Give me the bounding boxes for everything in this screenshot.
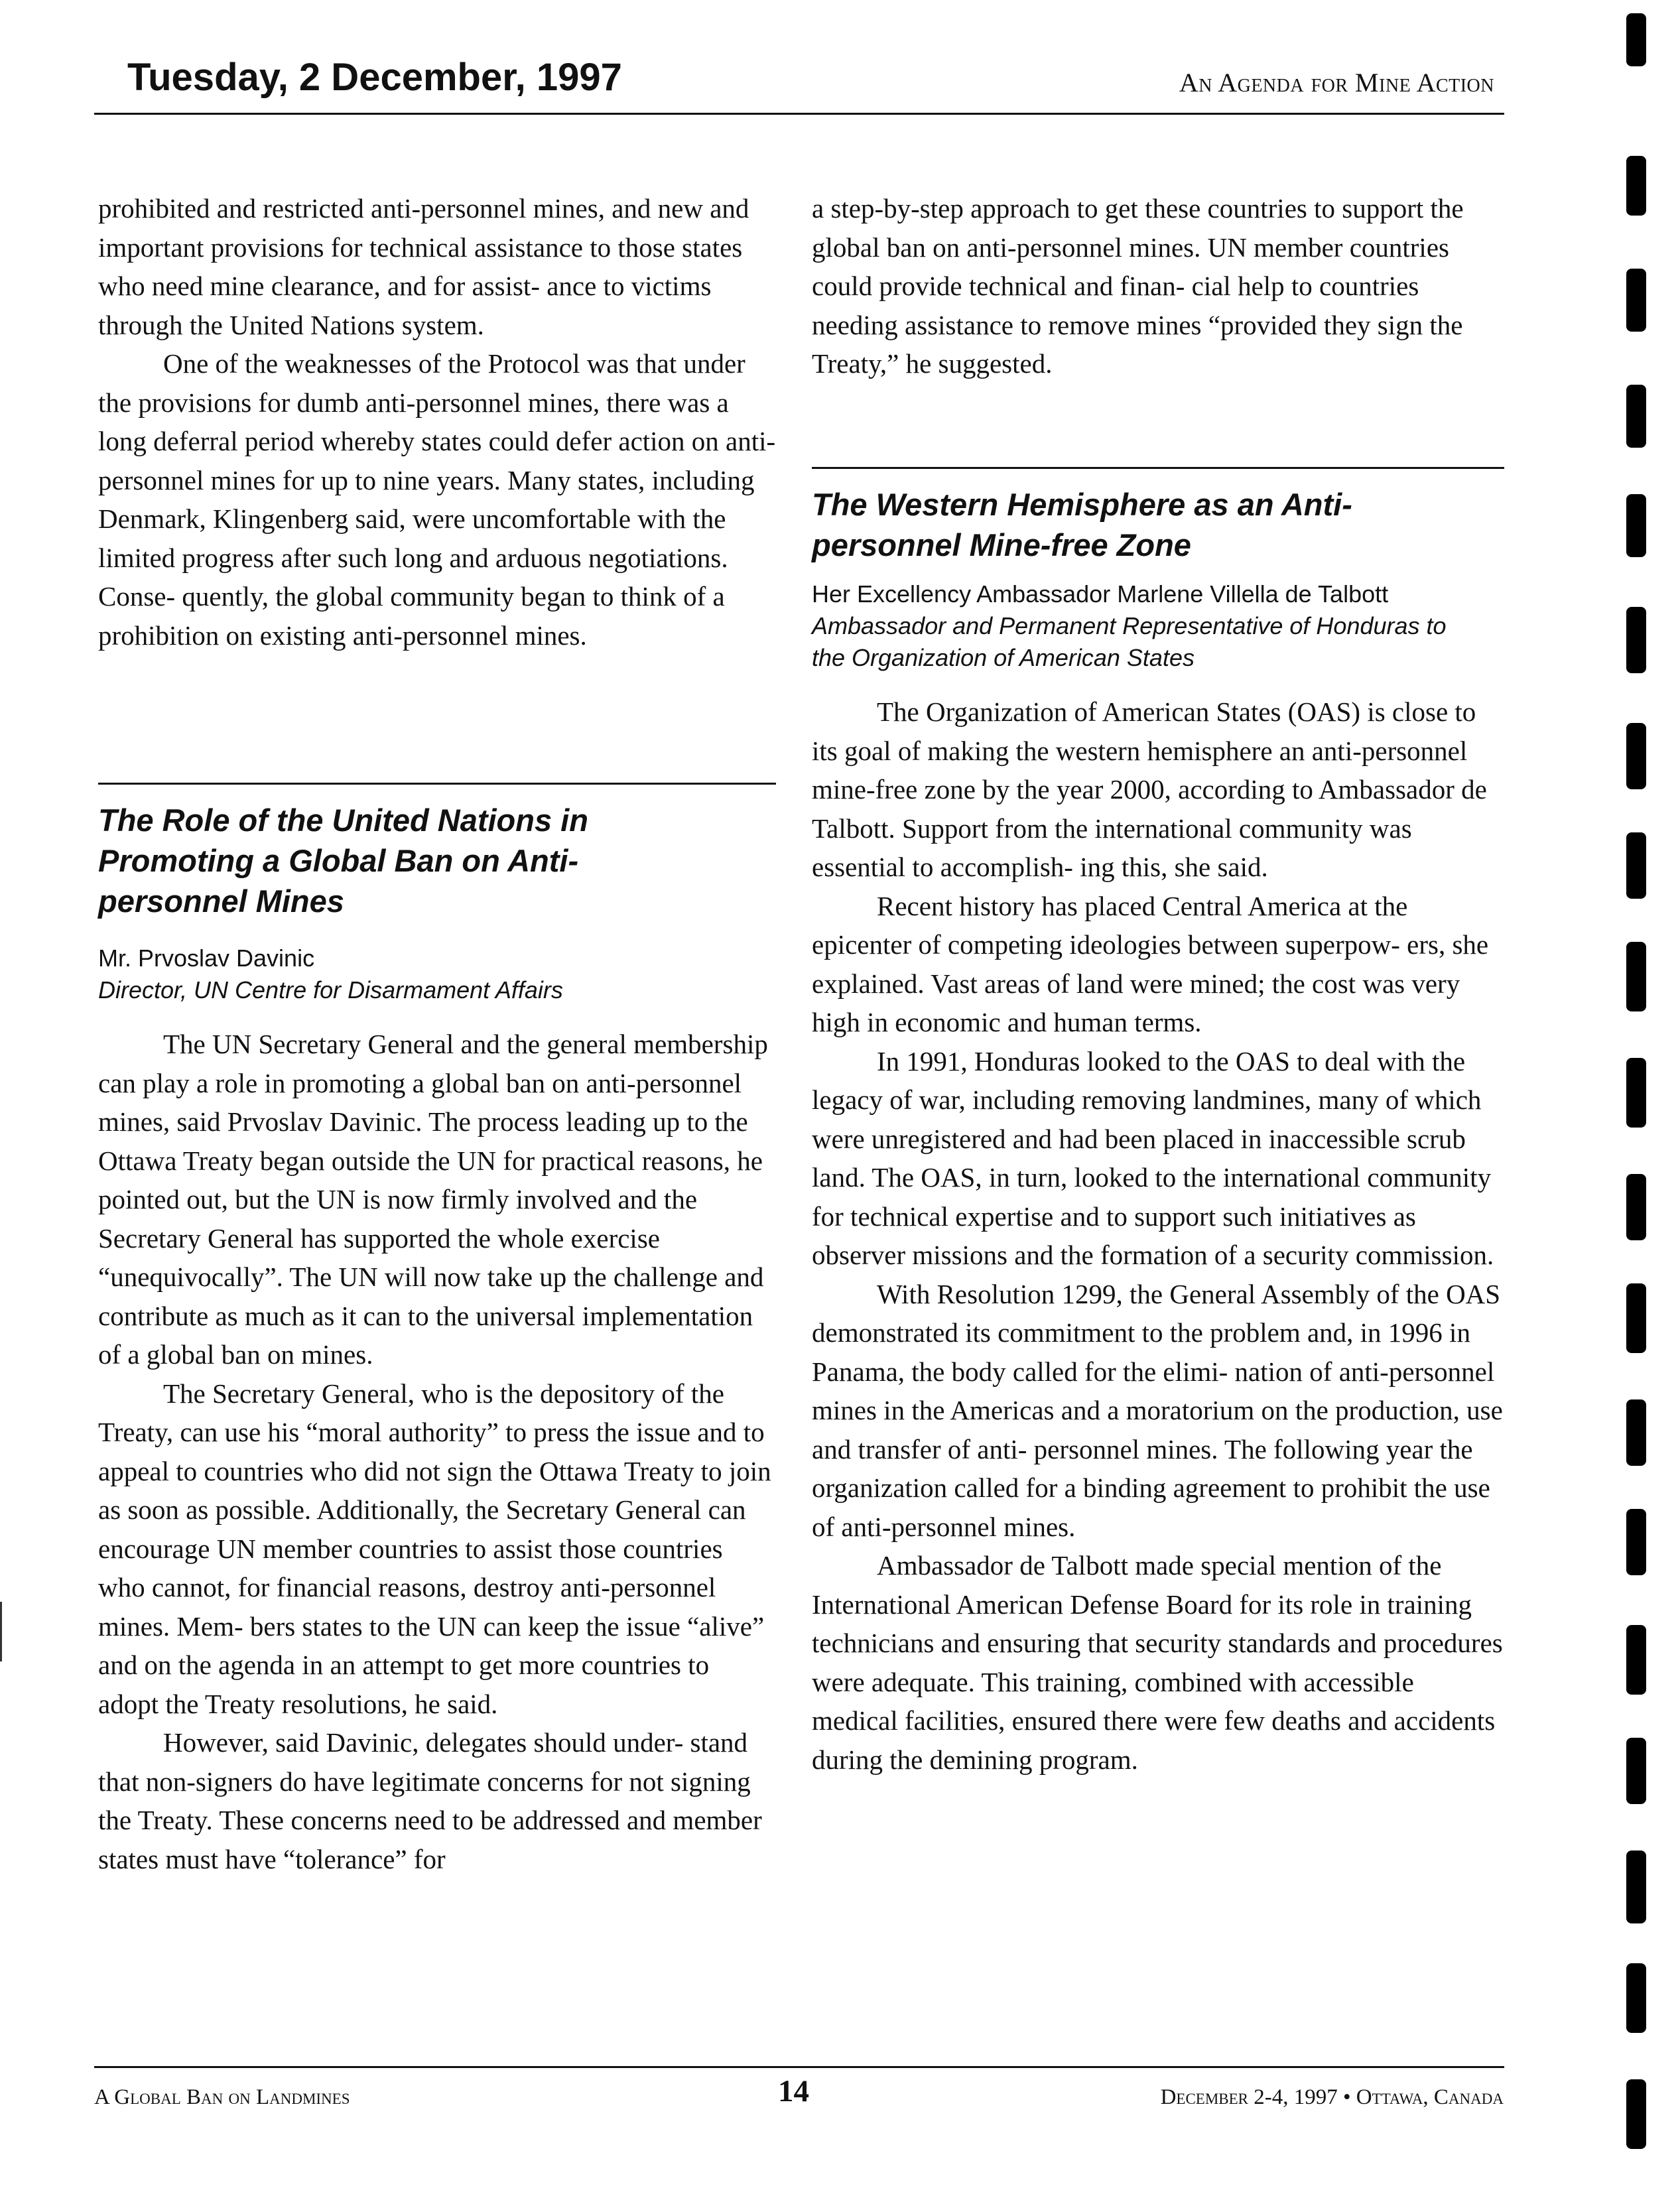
left-column xyxy=(98,189,776,655)
intro-paragraph: One of the weaknesses of the Protocol was that under the provisions for dumb anti-personnel mines, there was a long deferral period whereby states could defer action on anti-personnel mines for up to nine years. Many states, including Denmark, Klingenberg said, were uncomfortable with the limited progress after such long and arduous negotiations. Conse- quently, the global community began to think of a prohibition on existing anti-personnel mines. xyxy=(98,348,776,651)
binding-mark xyxy=(1626,13,1646,66)
section-rule xyxy=(812,467,1504,469)
binding-mark xyxy=(1626,942,1646,1011)
body-paragraph: The UN Secretary General and the general membership can play a role in promoting a global ban on anti-personnel mines, said Prvoslav Davinic. The process leading up to the Ottawa Treaty began outside the UN for practical reasons, he pointed out, but the UN is now firmly involved and the Secretary General has supported the whole exercise “unequivocally”. The UN will now take up the challenge and contribute as much as it can to the universal implementation of a global ban on mines. xyxy=(98,1029,768,1370)
right-column-continuation xyxy=(812,189,1504,383)
continuation-paragraph: a step-by-step approach to get these countries to support the global ban on anti-personnel mines. UN member countries could provide technical and finan- cial help to countries needing assistance to remove mines “provided they sign the Treaty,” he suggested. xyxy=(812,193,1464,379)
binding-mark xyxy=(1626,1058,1646,1128)
body-paragraph: With Resolution 1299, the General Assembly of the OAS demonstrated its commitment to the problem and, in 1996 in Panama, the body called for the elimi- nation of anti-personnel mines in the Americas and a moratorium on the production, use and transfer of anti- personnel mines. The following year the organization called for a binding agreement to prohibit the use of anti-personnel mines. xyxy=(812,1278,1503,1542)
binding-mark xyxy=(1626,1399,1646,1466)
binding-mark xyxy=(1626,607,1646,673)
footer-publication: A Global Ban on Landmines xyxy=(94,2085,350,2109)
section-title: The Role of the United Nations in Promoting a Global Ban on Anti-personnel Mines xyxy=(98,803,588,919)
body-paragraph: Recent history has placed Central America at the epicenter of competing ideologies between superpow- ers, she explained. Vast areas of land were mined; the cost was very high in economic and human terms. xyxy=(812,890,1489,1037)
binding-mark xyxy=(1626,1509,1646,1575)
header-rule xyxy=(94,113,1504,115)
binding-mark xyxy=(1626,1738,1646,1804)
body-paragraph: In 1991, Honduras looked to the OAS to deal with the legacy of war, including removing landmines, many of which were unregistered and had been placed in inaccessible scrub land. The OAS, in turn, looked to the international community for technical expertise and to support such initiatives as observer missions and the formation of a security commission. xyxy=(812,1045,1494,1270)
section-title: The Western Hemisphere as an Anti-personnel Mine-free Zone xyxy=(812,487,1352,562)
publication-title: An Agenda for Mine Action xyxy=(1179,68,1494,97)
left-section xyxy=(98,800,776,1878)
scan-edge-mark xyxy=(0,1602,2,1661)
speaker-role: Ambassador and Permanent Representative of Honduras to the Organization of American States xyxy=(812,612,1447,671)
binding-mark xyxy=(1626,1963,1646,2033)
body-paragraph: However, said Davinic, delegates should under- stand that non-signers do have legitimate concerns for not signing the Treaty. These concerns need to be addressed and member states must have “tolerance” for xyxy=(98,1727,762,1874)
body-paragraph: Ambassador de Talbott made special mention of the International American Defense Board for its role in training technicians and ensuring that security standards and procedures were adequate. This training, combined with accessible medical facilities, ensured there were few deaths and accidents during the demining program. xyxy=(812,1550,1503,1775)
binding-mark xyxy=(1626,269,1646,332)
section-rule xyxy=(98,783,776,785)
binding-mark xyxy=(1626,723,1646,789)
intro-paragraph: prohibited and restricted anti-personnel mines, and new and important provisions for technical assistance to those states who need mine clearance, and for assist- ance to victims through the United Nations system. xyxy=(98,193,749,340)
speaker-name: Her Excellency Ambassador Marlene Villella de Talbott xyxy=(812,580,1389,608)
binding-mark xyxy=(1626,1283,1646,1353)
binding-mark xyxy=(1626,494,1646,557)
body-paragraph: The Organization of American States (OAS) is close to its goal of making the western hemisphere an anti-personnel mine-free zone by the year 2000, according to Ambassador de Talbott. Support from the international community was essential to accomplish- ing this, she said. xyxy=(812,696,1487,882)
binding-mark xyxy=(1626,385,1646,448)
binding-mark xyxy=(1626,156,1646,216)
binding-mark xyxy=(1626,1174,1646,1240)
page-number: 14 xyxy=(778,2074,809,2109)
page-date: Tuesday, 2 December, 1997 xyxy=(127,56,622,99)
binding-mark xyxy=(1626,2079,1646,2149)
right-section xyxy=(812,484,1504,1779)
footer-event: December 2-4, 1997 • Ottawa, Canada xyxy=(1160,2085,1504,2109)
binding-mark xyxy=(1626,832,1646,899)
binding-mark xyxy=(1626,1625,1646,1695)
speaker-role: Director, UN Centre for Disarmament Affairs xyxy=(98,976,563,1004)
binding-mark xyxy=(1626,1851,1646,1923)
body-paragraph: The Secretary General, who is the depository of the Treaty, can use his “moral authority” to press the issue and to appeal to countries who did not sign the Ottawa Treaty to join as soon as possible. Additionally, the Secretary General can encourage UN member countries to assist those countries who cannot, for financial reasons, destroy anti-personnel mines. Mem- bers states to the UN can keep the issue “alive” and on the agenda in an attempt to get more countries to adopt the Treaty resolutions, he said. xyxy=(98,1378,771,1719)
speaker-name: Mr. Prvoslav Davinic xyxy=(98,944,315,972)
footer-rule xyxy=(94,2066,1504,2068)
